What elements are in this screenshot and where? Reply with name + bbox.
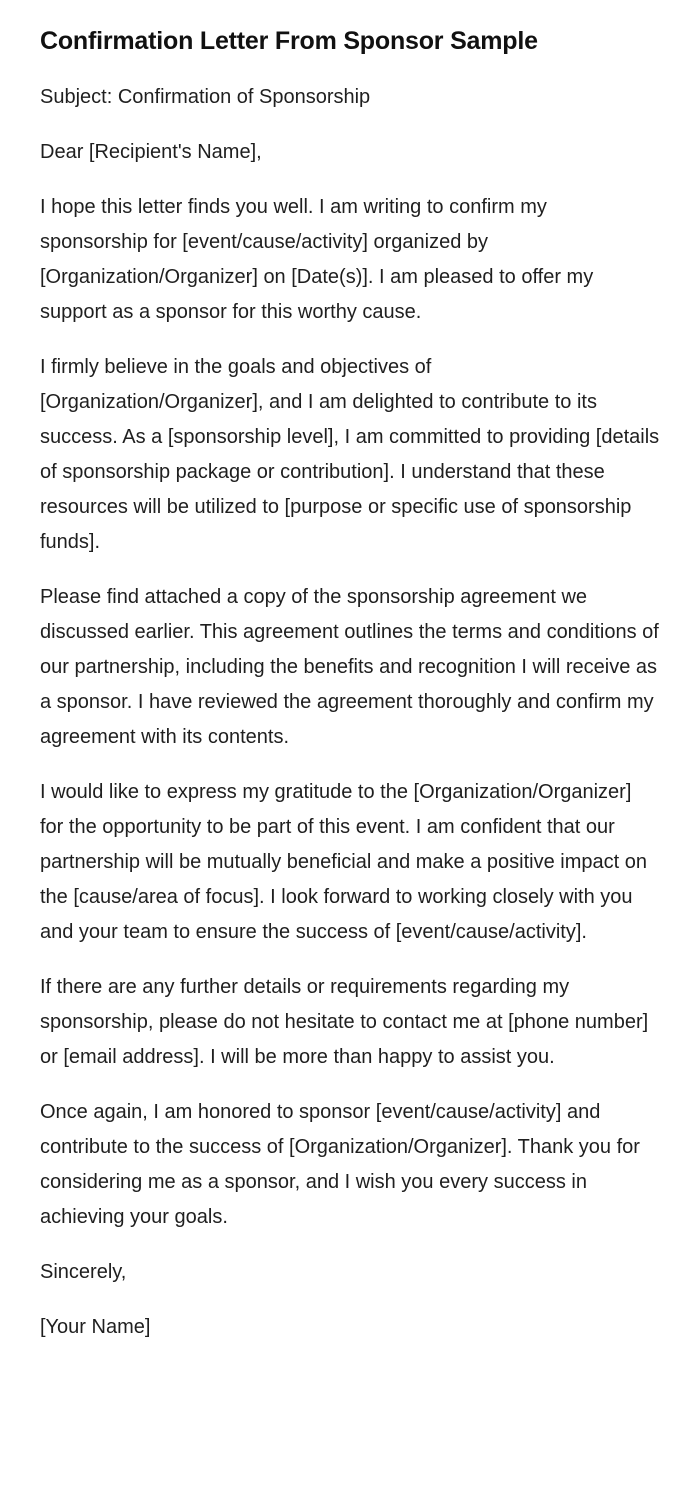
body-paragraph-2: I firmly believe in the goals and objectives of [Organization/Organizer], and I am delighted to contribute to its success. As a [sponsorship level], I am committed to providing [details of sponsorship package or contribution]. I understand that these resources will be utilized to [purpose or specific use of sponsorship funds]. [40, 356, 660, 553]
body-paragraph-3: Please find attached a copy of the sponsorship agreement we discussed earlier. This agreement outlines the terms and conditions of our partnership, including the benefits and recognition I will receive as a sponsor. I have reviewed the agreement thoroughly and confirm my agreement with its contents. [40, 586, 659, 748]
signature: [Your Name] [40, 1316, 151, 1338]
body-paragraph-4: I would like to express my gratitude to the [Organization/Organizer] for the opportunity to be part of this event. I am confident that our partnership will be mutually beneficial and make a positive impact on the [cause/area of focus]. I look forward to working closely with you and your team to ensure the success of [event/cause/activity]. [40, 781, 647, 943]
subject-line: Subject: Confirmation of Sponsorship [40, 86, 371, 108]
page-title: Confirmation Letter From Sponsor Sample [40, 27, 538, 55]
closing: Sincerely, [40, 1261, 127, 1283]
body-paragraph-6: Once again, I am honored to sponsor [event/cause/activity] and contribute to the success of [Organization/Organizer]. Thank you for considering me as a sponsor, and I wish you every success in achieving your goals. [40, 1101, 640, 1228]
body-paragraph-5: If there are any further details or requirements regarding my sponsorship, please do not hesitate to contact me at [phone number] or [email address]. I will be more than happy to assist you. [40, 976, 649, 1068]
salutation: Dear [Recipient's Name], [40, 141, 262, 163]
body-paragraph-1: I hope this letter finds you well. I am writing to confirm my sponsorship for [event/cause/activity] organized by [Organization/Organizer] on [Date(s)]. I am pleased to offer my support as a sponsor for this worthy cause. [40, 196, 594, 323]
